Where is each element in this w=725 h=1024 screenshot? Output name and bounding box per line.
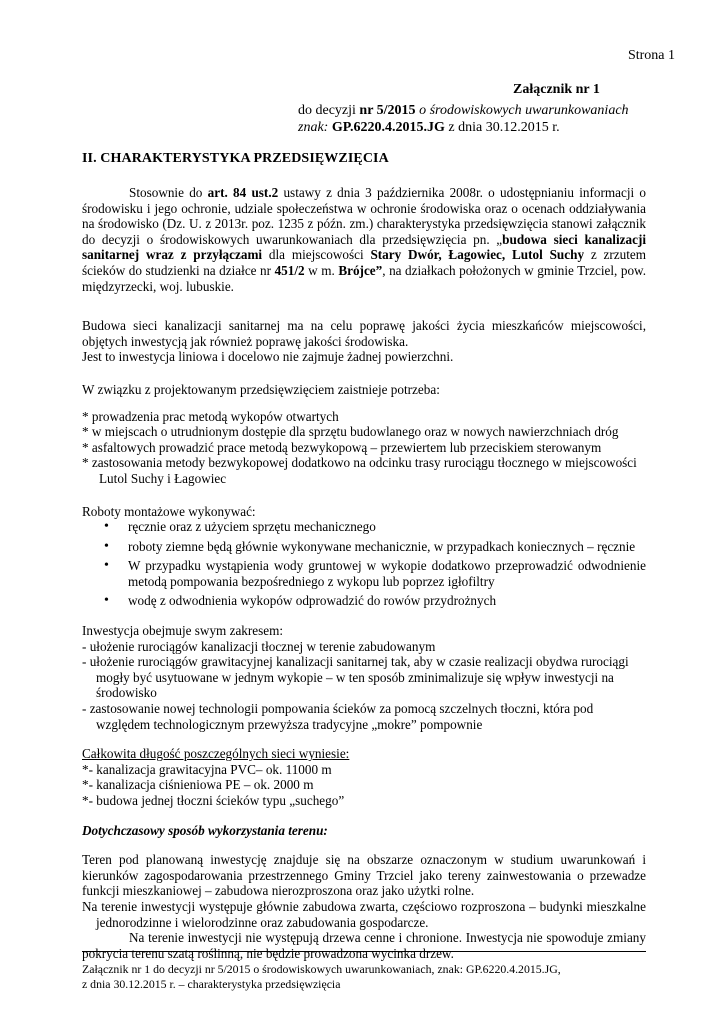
- page-footer: [82, 962, 646, 992]
- decision-line-1: [298, 103, 678, 120]
- intro-localities: Stary Dwór, Łagowiec, Lutol Suchy: [370, 247, 585, 263]
- section-heading: II. CHARAKTERYSTYKA PRZEDSIĘWZIĘCIA: [82, 151, 389, 166]
- decision-date: z dnia 30.12.2015 r.: [444, 119, 560, 135]
- list-item: - zastosowanie nowej technologii pompowania ścieków za pomocą szczelnych tłoczni, która pod względem technologicznym przewyższa tradycyjne „mokre” pompownie: [82, 701, 594, 732]
- land-use-paragraph: Teren pod planowaną inwestycję znajduje się na obszarze oznaczonym w studium uwarunkowań i kierunków zagospodarowania przestrzennego Gminy Trzciel jako tereny zainwestowania o przewadze funkcji mieszkaniowej – zabudowa nierozproszona oraz jako użytki rolne.: [82, 852, 646, 899]
- needs-list: [82, 409, 646, 487]
- list-item: - ułożenie rurociągów kanalizacji tłocznej w terenie zabudowanym: [82, 638, 436, 654]
- decision-sign: GP.6220.4.2015.JG: [331, 119, 445, 135]
- decision-sign-prefix: znak:: [298, 119, 332, 135]
- list-item: - ułożenie rurociągów grawitacyjnej kanalizacji sanitarnej tak, aby w czasie realizacji obydwa rurociągi mogły być usytuowane w jednym wykopie – w ten sposób zminimalizuje się wpływ inwestycji na środowisko: [82, 654, 629, 701]
- list-item: * zastosowania metody bezwykopowej dodatkowo na odcinku trasy rurociągu tłocznego w miejscowości Lutol Suchy i Łagowiec: [82, 455, 637, 486]
- footer-line-2: z dnia 30.12.2015 r. – charakterystyka przedsięwzięcia: [82, 976, 341, 991]
- decision-prefix: do decyzji: [298, 103, 360, 118]
- list-item: * asfaltowych prowadzić prace metodą bezwykopową – przewiertem lub przeciskiem sterowanym: [82, 439, 602, 455]
- list-item: • roboty ziemne będą głównie wykonywane mechanicznie, w przypadkach koniecznych – ręcznie: [82, 539, 646, 555]
- needs-intro: W związku z projektowanym przedsięwzięciem zaistnieje potrzeba:: [82, 381, 440, 397]
- intro-text: z zrzutem ścieków do studzienki na działce nr: [82, 247, 646, 278]
- intro-plot-number: 451/2: [274, 262, 305, 278]
- land-use-paragraph: Na terenie inwestycji występuje głównie zabudowa zwarta, częściowo rozproszona – budynki mieszkalne jednorodzinne i wielorodzinne oraz zabudowania gospodarcze.: [82, 898, 646, 930]
- list-item: • W przypadku wystąpienia wody gruntowej w wykopie dodatkowo przeprowadzić odwodnienie metodą pompowania bezpośredniego z wykopu lub poprzez igłofiltry: [82, 558, 646, 589]
- purpose-note: Jest to inwestycja liniowa i docelowo nie zajmuje żadnej powierzchni.: [82, 349, 454, 365]
- intro-article: art. 84 ust.2: [207, 185, 279, 200]
- decision-subject: o środowiskowych uwarunkowaniach: [415, 103, 629, 118]
- works-intro: Roboty montażowe wykonywać:: [82, 503, 256, 519]
- list-item: * prowadzenia prac metodą wykopów otwartych: [82, 408, 339, 424]
- length-item: *- budowa jednej tłoczni ścieków typu „suchego”: [82, 793, 345, 808]
- footer-line-1: Załącznik nr 1 do decyzji nr 5/2015 o środowiskowych uwarunkowaniach, znak: GP.6220.4.2015.JG,: [82, 962, 561, 976]
- intro-text: w m.: [304, 262, 339, 278]
- intro-text: dla miejscowości: [262, 247, 371, 263]
- intro-text: , na działkach położonych w gminie Trzciel, pow. międzyrzecki, woj. lubuskie.: [82, 262, 647, 294]
- decision-reference: [298, 103, 678, 136]
- length-item: *- kanalizacja ciśnieniowa PE – ok. 2000 m: [82, 777, 314, 793]
- list-item: * w miejscach o utrudnionym dostępie dla sprzętu budowlanego oraz w nowych nawierzchniach dróg: [82, 424, 619, 440]
- land-use-heading: Dotychczasowy sposób wykorzystania terenu:: [82, 822, 328, 838]
- length-item: *- kanalizacja grawitacyjna PVC– ok. 11000 m: [82, 761, 332, 777]
- page-number: Strona 1: [627, 48, 675, 63]
- scope-intro: Inwestycja obejmuje swym zakresem:: [82, 623, 284, 639]
- intro-locality: Brójce”: [338, 262, 383, 278]
- works-list: [82, 519, 646, 609]
- list-item: • ręcznie oraz z użyciem sprzętu mechanicznego: [82, 519, 646, 535]
- annex-title: Załącznik nr 1: [513, 82, 600, 97]
- scope-list: [82, 639, 646, 733]
- footer-divider: [82, 951, 646, 952]
- land-use-paragraph: Na terenie inwestycji nie występują drzewa cenne i chronione. Inwestycja nie spowoduje zmiany pokrycia terenu szatą roślinną, nie będzie prowadzona wycinka drzew.: [82, 930, 646, 961]
- intro-paragraph: [82, 185, 646, 294]
- length-heading: Całkowita długość poszczególnych sieci wyniesie:: [82, 746, 350, 762]
- list-item: • wodę z odwodnienia wykopów odprowadzić do rowów przydrożnych: [82, 593, 646, 609]
- intro-text: ustawy z dnia 3 października 2008r. o udostępnianiu informacji o środowisku i jego ochronie, udziale społeczeństwa w ochronie środowiska oraz o ocenach oddziaływania na środowisko (Dz. U. z 2013r. poz. 1235 z późn. zm.) charakterystyka przedsięwzięcia stanowi załącznik do decyzji o środowiskowych uwarunkowaniach dla przedsięwzięcia pn. „: [82, 185, 647, 247]
- decision-number: nr 5/2015: [359, 103, 416, 118]
- decision-line-2: [298, 120, 678, 137]
- document-body: [82, 185, 646, 961]
- purpose-paragraph: Budowa sieci kanalizacji sanitarnej ma na celu poprawę jakości życia mieszkańców miejscowości, objętych inwestycją jak również poprawę jakości środowiska.: [82, 318, 646, 349]
- intro-text: Stosownie do: [129, 185, 208, 200]
- intro-project-name: budowa sieci kanalizacji sanitarnej wraz z przyłączami: [82, 231, 646, 263]
